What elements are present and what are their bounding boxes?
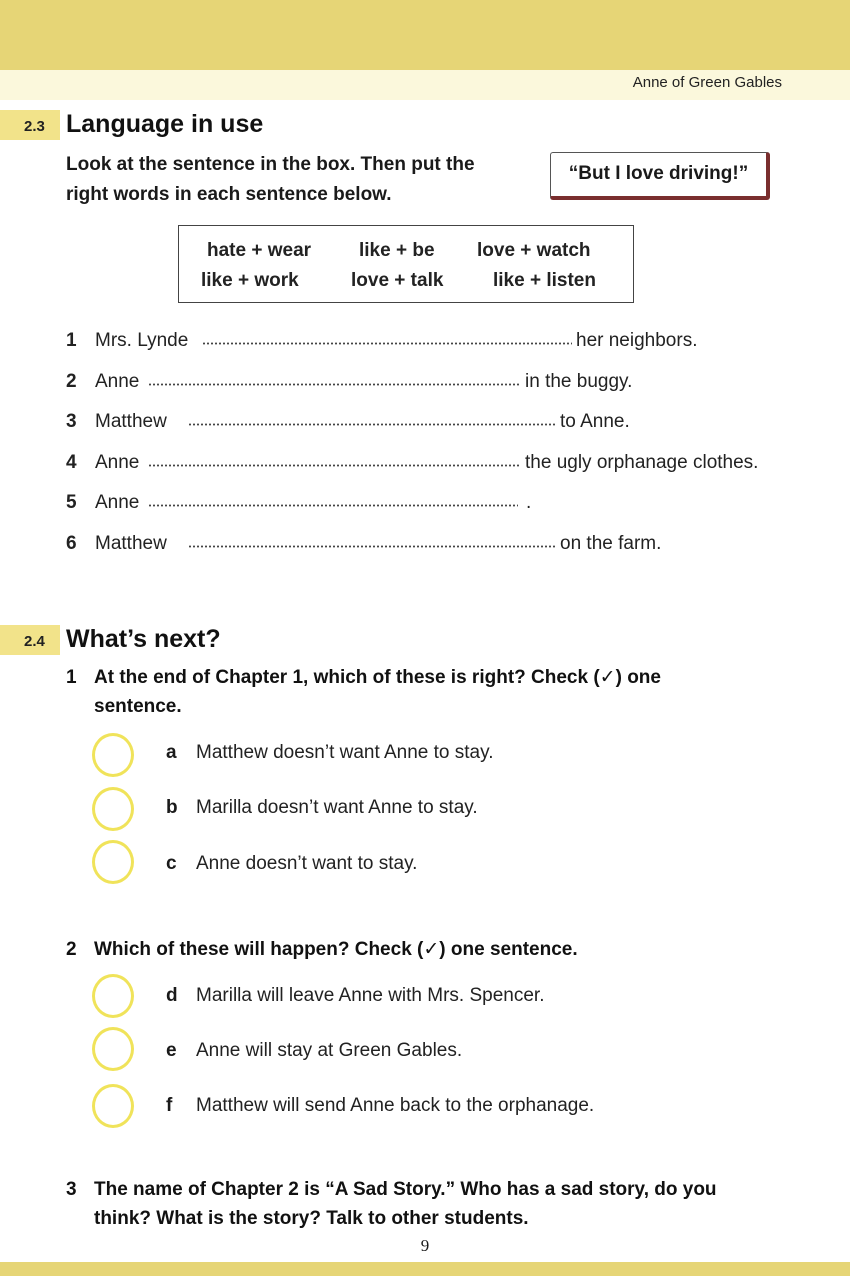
option-letter: f bbox=[166, 1095, 173, 1116]
exercise-ending: to Anne. bbox=[560, 411, 630, 432]
option-text: Matthew doesn’t want Anne to stay. bbox=[196, 742, 494, 763]
section-title: Language in use bbox=[66, 110, 264, 138]
blank-line[interactable] bbox=[148, 383, 521, 386]
question-text-line-1: At the end of Chapter 1, which of these is right? Check (✓) one bbox=[94, 667, 661, 688]
checkbox-circle[interactable] bbox=[92, 1084, 134, 1128]
instruction-line-2: right words in each sentence below. bbox=[66, 184, 392, 205]
exercise-ending: the ugly orphanage clothes. bbox=[525, 452, 759, 473]
exercise-subject: Matthew bbox=[95, 533, 167, 554]
quote-box: “But I love driving!” bbox=[550, 152, 770, 200]
word-pair: love + talk bbox=[351, 270, 444, 291]
word-pair: like + work bbox=[201, 270, 299, 291]
question-2 bbox=[66, 935, 578, 964]
exercise-subject: Mrs. Lynde bbox=[95, 330, 189, 351]
instruction-text bbox=[66, 150, 536, 210]
question-text-line-2: think? What is the story? Talk to other students. bbox=[94, 1208, 529, 1229]
option-text: Marilla will leave Anne with Mrs. Spencer. bbox=[196, 985, 545, 1006]
option-text: Marilla doesn’t want Anne to stay. bbox=[196, 797, 478, 818]
checkbox-circle[interactable] bbox=[92, 840, 134, 884]
question-number: 1 bbox=[66, 667, 77, 688]
exercise-subject: Anne bbox=[95, 492, 140, 513]
exercise-ending: her neighbors. bbox=[576, 330, 698, 351]
section-2-3-header bbox=[0, 110, 850, 140]
section-title: What’s next? bbox=[66, 625, 221, 653]
blank-line[interactable] bbox=[148, 464, 521, 467]
exercise-ending: in the buggy. bbox=[525, 371, 633, 392]
word-pair: like + be bbox=[359, 240, 435, 261]
question-3 bbox=[66, 1175, 717, 1233]
book-title: Anne of Green Gables bbox=[632, 74, 782, 91]
section-number-tab bbox=[0, 110, 60, 140]
option-letter: e bbox=[166, 1040, 177, 1061]
exercise-number: 4 bbox=[66, 452, 77, 473]
option-letter: a bbox=[166, 742, 177, 763]
checkbox-circle[interactable] bbox=[92, 1027, 134, 1071]
blank-line[interactable] bbox=[148, 504, 518, 507]
bottom-color-band bbox=[0, 1262, 850, 1276]
exercise-ending: on the farm. bbox=[560, 533, 662, 554]
option-text: Matthew will send Anne back to the orphanage. bbox=[196, 1095, 595, 1116]
word-pair: love + watch bbox=[477, 240, 591, 261]
exercise-ending: . bbox=[526, 492, 532, 513]
exercise-subject: Anne bbox=[95, 452, 140, 473]
blank-line[interactable] bbox=[188, 545, 556, 548]
exercise-number: 1 bbox=[66, 330, 77, 351]
exercise-number: 5 bbox=[66, 492, 77, 513]
option-text: Anne will stay at Green Gables. bbox=[196, 1040, 463, 1061]
option-letter: d bbox=[166, 985, 178, 1006]
page-number: 9 bbox=[420, 1236, 430, 1255]
exercise-subject: Anne bbox=[95, 371, 140, 392]
blank-line[interactable] bbox=[202, 342, 572, 345]
question-text-line-2: sentence. bbox=[94, 696, 182, 717]
question-1 bbox=[66, 663, 661, 721]
word-pair: hate + wear bbox=[207, 240, 312, 261]
top-color-band bbox=[0, 0, 850, 70]
checkbox-circle[interactable] bbox=[92, 787, 134, 831]
option-letter: c bbox=[166, 853, 177, 874]
section-number: 2.4 bbox=[24, 633, 45, 650]
word-box bbox=[178, 225, 634, 303]
word-pair: like + listen bbox=[493, 270, 596, 291]
checkbox-circle[interactable] bbox=[92, 974, 134, 1018]
instruction-line-1: Look at the sentence in the box. Then put the bbox=[66, 154, 475, 175]
checkbox-circle[interactable] bbox=[92, 733, 134, 777]
option-text: Anne doesn’t want to stay. bbox=[196, 853, 418, 874]
exercise-number: 3 bbox=[66, 411, 77, 432]
question-text-line-1: Which of these will happen? Check (✓) one sentence. bbox=[94, 939, 578, 960]
option-letter: b bbox=[166, 797, 178, 818]
exercise-subject: Matthew bbox=[95, 411, 167, 432]
question-text-line-1: The name of Chapter 2 is “A Sad Story.” Who has a sad story, do you bbox=[94, 1179, 717, 1200]
exercise-number: 6 bbox=[66, 533, 77, 554]
section-number: 2.3 bbox=[24, 118, 45, 135]
question-number: 2 bbox=[66, 939, 77, 960]
blank-line[interactable] bbox=[188, 423, 556, 426]
question-number: 3 bbox=[66, 1179, 77, 1200]
section-2-4-header bbox=[0, 625, 850, 655]
section-number-tab bbox=[0, 625, 60, 655]
exercise-number: 2 bbox=[66, 371, 77, 392]
